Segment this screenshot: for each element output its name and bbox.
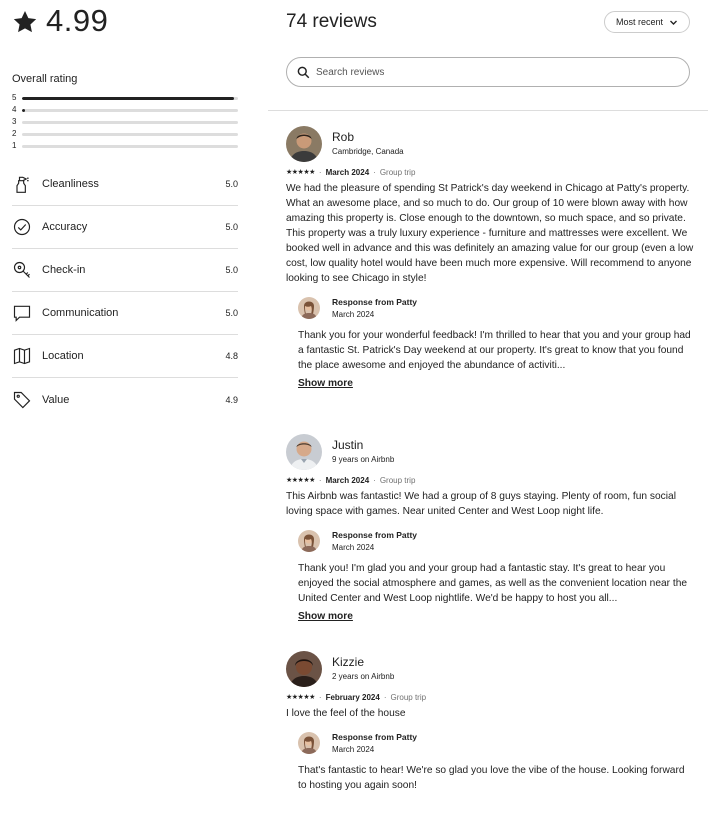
review-date: March 2024 xyxy=(325,475,370,485)
review-header xyxy=(286,651,696,687)
avatar[interactable] xyxy=(286,126,322,162)
category-value: 5.0 xyxy=(225,265,238,275)
response-date: March 2024 xyxy=(332,309,375,319)
response-text: Thank you for your wonderful feedback! I'm thrilled to hear that you and your group had a fantastic St. Patrick's Day weekend at our property. It's great to know that you found the place awesome and enjoyed the abundance of activiti... xyxy=(298,330,691,371)
separator-dot: · xyxy=(373,167,376,177)
key-icon xyxy=(12,260,32,280)
separator-dot: · xyxy=(318,692,322,702)
separator-dot: · xyxy=(318,475,322,485)
rating-bar-label: 4 xyxy=(12,105,17,114)
search-input[interactable] xyxy=(316,67,676,78)
rating-bar-row xyxy=(12,140,238,152)
reviewer-tenure: 9 years on Airbnb xyxy=(332,455,395,464)
review-item xyxy=(286,126,696,391)
category-ratings xyxy=(12,163,238,421)
reviewer-name[interactable]: Rob xyxy=(332,130,355,144)
review-item xyxy=(286,434,696,624)
rating-bar-track xyxy=(22,145,238,148)
divider xyxy=(268,110,708,111)
rating-bar-track xyxy=(22,97,238,100)
rating-bar-track xyxy=(22,109,238,112)
category-label: Accuracy xyxy=(42,221,88,233)
review-stars: ★★★★★ xyxy=(286,694,315,701)
host-response xyxy=(298,296,693,391)
review-meta xyxy=(286,166,696,178)
response-from: Response from Patty xyxy=(332,529,418,540)
category-accuracy xyxy=(12,206,238,249)
review-item xyxy=(286,651,696,793)
response-from: Response from Patty xyxy=(332,731,418,742)
review-text: I love the feel of the house xyxy=(286,708,406,719)
response-date: March 2024 xyxy=(332,542,375,552)
rating-distribution xyxy=(12,92,238,152)
show-more-link[interactable]: Show more xyxy=(298,378,353,389)
trip-type: Group trip xyxy=(379,475,416,485)
review-meta xyxy=(286,474,696,486)
rating-bar-row xyxy=(12,92,238,104)
trip-type: Group trip xyxy=(379,167,416,177)
response-text: Thank you! I'm glad you and your group had a fantastic stay. It's great to hear you enjoyed the social atmosphere and games, as well as the convenient location near the United Center and West Loop nightlife. We'd be happy to host you all... xyxy=(298,563,688,604)
category-label: Location xyxy=(42,350,84,362)
category-value xyxy=(12,378,238,421)
rating-bar-row xyxy=(12,116,238,128)
separator-dot: · xyxy=(318,167,322,177)
rating-bar-row xyxy=(12,128,238,140)
category-cleanliness xyxy=(12,163,238,206)
category-check-in xyxy=(12,249,238,292)
category-label: Check-in xyxy=(42,264,86,276)
search-icon xyxy=(297,66,310,79)
review-meta xyxy=(286,691,696,703)
overall-rating-label: Overall rating xyxy=(12,73,78,85)
star-icon xyxy=(12,9,38,35)
rating-bar-fill xyxy=(22,109,25,112)
tag-icon xyxy=(12,390,32,410)
review-text: We had the pleasure of spending St Patrick's day weekend in Chicago at Patty's property. What an awesome place, and so much to do. Our group of 10 were blown away with how amazing this property is. Close enough to the downtown, so much space, and so private. This property was a truly luxury experience - furniture and mattresses were excellent. We booked well in advance and this was definitely an amazing value for our group (even a low cost, low quality hotel would have been much more expensive. Will recommend to anyone looking to see Chicago in style! xyxy=(286,183,694,284)
review-date: February 2024 xyxy=(325,692,380,702)
avatar[interactable] xyxy=(286,651,322,687)
rating-bar-label: 2 xyxy=(12,129,17,138)
category-label: Cleanliness xyxy=(42,178,99,190)
show-more-link[interactable]: Show more xyxy=(298,611,353,622)
overall-score xyxy=(12,4,108,38)
response-from: Response from Patty xyxy=(332,296,418,307)
reviews-count-title: 74 reviews xyxy=(286,11,377,32)
host-response xyxy=(298,529,693,624)
category-location xyxy=(12,335,238,378)
chevron-down-icon xyxy=(669,18,678,27)
review-header xyxy=(286,434,696,470)
rating-bar-track xyxy=(22,133,238,136)
message-icon xyxy=(12,303,32,323)
response-text: That's fantastic to hear! We're so glad you love the vibe of the house. Looking forward to hosting you again soon! xyxy=(298,765,685,791)
review-header xyxy=(286,126,696,162)
rating-bar-label: 3 xyxy=(12,117,17,126)
rating-bar-label: 5 xyxy=(12,93,17,102)
category-value: 5.0 xyxy=(225,308,238,318)
avatar[interactable] xyxy=(286,434,322,470)
trip-type: Group trip xyxy=(390,692,427,702)
category-value: 4.9 xyxy=(225,394,238,405)
sort-label: Most recent xyxy=(615,17,664,27)
search-box[interactable] xyxy=(286,57,690,87)
reviewer-tenure: 2 years on Airbnb xyxy=(332,672,395,681)
category-value: 5.0 xyxy=(225,179,238,189)
spray-bottle-icon xyxy=(12,174,32,194)
rating-bar-row xyxy=(12,104,238,116)
score-value: 4.99 xyxy=(46,3,109,38)
separator-dot: · xyxy=(383,692,387,702)
reviewer-name[interactable]: Kizzie xyxy=(332,655,365,669)
reviewer-name[interactable]: Justin xyxy=(332,438,364,452)
category-label: Communication xyxy=(42,307,119,319)
check-circle-icon xyxy=(12,217,32,237)
category-communication xyxy=(12,292,238,335)
review-stars: ★★★★★ xyxy=(286,169,315,176)
rating-bar-track xyxy=(22,121,238,124)
review-date: March 2024 xyxy=(325,167,370,177)
rating-bar-fill xyxy=(22,97,234,100)
host-response xyxy=(298,731,693,793)
review-stars: ★★★★★ xyxy=(286,477,315,484)
host-avatar[interactable] xyxy=(298,297,320,319)
host-avatar[interactable] xyxy=(298,530,320,552)
map-icon xyxy=(12,346,32,366)
category-label: Value xyxy=(42,393,70,406)
category-value: 4.8 xyxy=(225,351,238,361)
separator-dot: · xyxy=(373,475,376,485)
reviewer-location: Cambridge, Canada xyxy=(332,147,404,156)
response-date: March 2024 xyxy=(332,744,375,754)
review-text: This Airbnb was fantastic! We had a group of 8 guys staying. Plenty of room, fun social loving space with games. Near united Center and West Loop night life. xyxy=(286,491,676,517)
rating-bar-label: 1 xyxy=(12,141,17,150)
category-value: 5.0 xyxy=(225,222,238,232)
host-avatar[interactable] xyxy=(298,732,320,754)
sort-dropdown[interactable] xyxy=(604,11,690,33)
